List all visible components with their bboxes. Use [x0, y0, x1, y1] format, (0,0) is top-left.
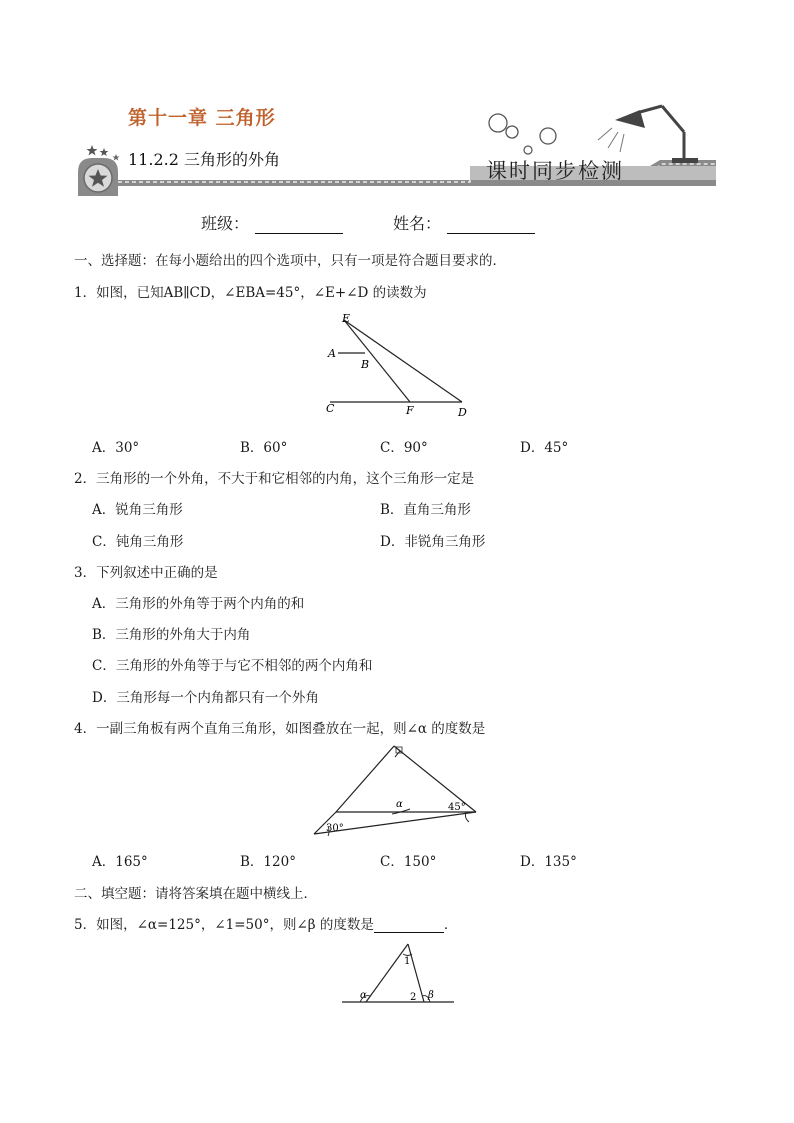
q2-option-c[interactable]: C．钝角三角形 [92, 534, 184, 550]
q5-stem-prefix: 5．如图，∠α=125°，∠1=50°，则∠β 的度数是 [74, 917, 374, 933]
banner-title: 课时同步检测 [486, 159, 624, 183]
star-icon [100, 148, 109, 156]
header-decoration [0, 0, 794, 200]
q2-option-a[interactable]: A．锐角三角形 [92, 502, 183, 518]
label-2: 2 [410, 992, 417, 1003]
label-C: C [326, 402, 335, 415]
name-field [393, 211, 535, 234]
q5-answer-blank[interactable] [374, 918, 444, 933]
star-icon [112, 154, 119, 161]
question-4-stem: 4．一副三角板有两个直角三角形，如图叠放在一起，则∠α 的度数是 [74, 721, 486, 737]
bubble-icon [506, 126, 518, 138]
q4-option-d[interactable]: D．135° [520, 854, 577, 870]
name-input-line[interactable] [447, 217, 535, 234]
q1-option-d[interactable]: D．45° [520, 440, 569, 456]
q4-option-b[interactable]: B．120° [240, 854, 296, 870]
class-label: 班级： [201, 214, 250, 233]
question-1-figure [320, 310, 480, 422]
question-2-stem: 2．三角形的一个外角，不大于和它相邻的内角，这个三角形一定是 [74, 471, 475, 487]
label-alpha: α [360, 990, 367, 1001]
label-beta: β [428, 990, 434, 1001]
bubble-icon [489, 114, 507, 132]
question-3-stem: 3．下列叙述中正确的是 [74, 565, 218, 581]
label-45: 45° [448, 802, 466, 813]
question-4-figure [306, 740, 486, 840]
label-alpha: α [396, 799, 403, 810]
bubble-icon [524, 146, 532, 154]
label-30: 30° [326, 823, 344, 834]
question-5-stem [74, 913, 457, 933]
q3-option-b[interactable]: B．三角形的外角大于内角 [92, 627, 251, 643]
star-icon [87, 145, 98, 156]
class-input-line[interactable] [255, 217, 343, 234]
label-D: D [458, 406, 467, 419]
label-1: 1 [404, 956, 411, 967]
class-field [201, 211, 343, 234]
section-title: 11.2.2 三角形的外角 [128, 150, 280, 169]
q2-option-b[interactable]: B．直角三角形 [380, 502, 471, 518]
name-label: 姓名： [393, 214, 442, 233]
section-heading-choice: 一、选择题：在每小题给出的四个选项中，只有一项是符合题目要求的． [74, 253, 506, 269]
chapter-title: 第十一章 三角形 [128, 107, 276, 129]
q4-option-a[interactable]: A．165° [92, 854, 148, 870]
q4-option-c[interactable]: C．150° [380, 854, 437, 870]
q1-option-b[interactable]: B．60° [240, 440, 288, 456]
q1-option-a[interactable]: A．30° [92, 440, 140, 456]
q3-option-d[interactable]: D．三角形每一个内角都只有一个外角 [92, 690, 319, 706]
q5-stem-suffix: ． [443, 917, 458, 933]
q1-option-c[interactable]: C．90° [380, 440, 428, 456]
bubble-icon [540, 128, 556, 144]
label-B: B [361, 358, 370, 371]
question-1-stem: 1．如图，已知AB∥CD，∠EBA=45°，∠E+∠D 的读数为 [74, 285, 427, 301]
q3-option-a[interactable]: A．三角形的外角等于两个内角的和 [92, 596, 305, 612]
label-F: F [406, 404, 414, 417]
section-heading-fill: 二、填空题：请将答案填在题中横线上． [74, 886, 317, 902]
q3-option-c[interactable]: C．三角形的外角等于与它不相邻的两个内角和 [92, 658, 373, 674]
label-E: E [342, 312, 351, 325]
question-5-figure [338, 938, 458, 1008]
label-A: A [328, 347, 336, 360]
q2-option-d[interactable]: D．非锐角三角形 [380, 534, 486, 550]
